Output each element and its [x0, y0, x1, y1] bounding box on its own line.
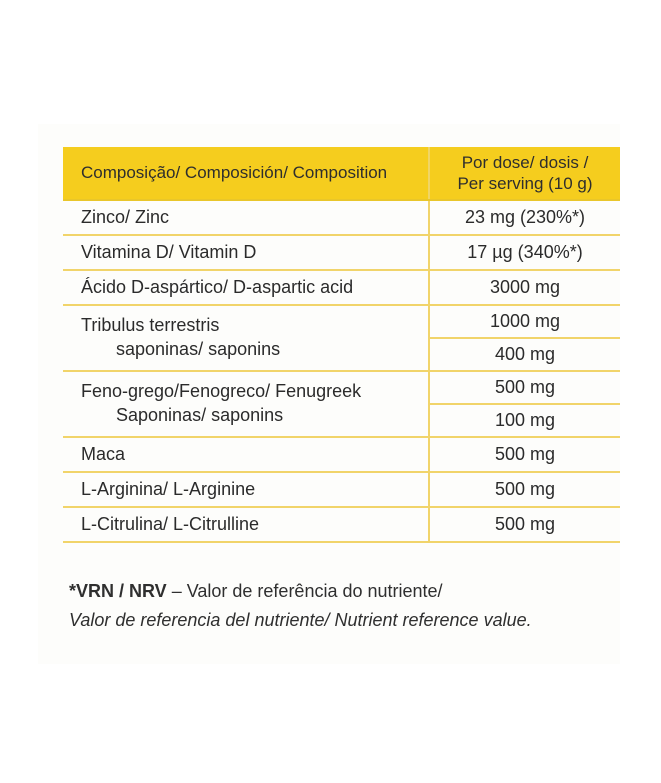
row-value: 1000 mg	[429, 305, 620, 338]
header-dose	[429, 147, 620, 200]
row-name: Maca	[63, 437, 429, 472]
table-header-row	[63, 147, 620, 200]
row-subvalue: 100 mg	[429, 404, 620, 437]
row-subname: Saponinas/ saponins	[116, 405, 284, 425]
row-name: Vitamina D/ Vitamin D	[63, 235, 429, 270]
nutrition-table	[63, 147, 620, 543]
table-row	[63, 305, 620, 338]
header-composition: Composição/ Composición/ Composition	[63, 147, 429, 200]
row-value: 500 mg	[429, 371, 620, 404]
table-row	[63, 437, 620, 472]
row-name: L-Arginina/ L-Arginine	[63, 472, 429, 507]
footnote	[69, 577, 532, 635]
table-row	[63, 371, 620, 404]
row-value: 23 mg (230%*)	[429, 200, 620, 235]
footnote-line2: Valor de referencia del nutriente/ Nutrient reference value.	[69, 610, 532, 630]
row-name: L-Citrulina/ L-Citrulline	[63, 507, 429, 542]
row-name: Feno-grego/Fenogreco/ Fenugreek	[81, 381, 362, 401]
header-dose-line1: Por dose/ dosis /	[461, 153, 589, 172]
row-name-group	[63, 371, 429, 437]
row-subvalue: 400 mg	[429, 338, 620, 371]
row-subname: saponinas/ saponins	[116, 339, 281, 359]
table-row	[63, 235, 620, 270]
row-value: 17 µg (340%*)	[429, 235, 620, 270]
row-name: Ácido D-aspártico/ D-aspartic acid	[63, 270, 429, 305]
table-row	[63, 472, 620, 507]
row-value: 500 mg	[429, 472, 620, 507]
footnote-text: – Valor de referência do nutriente/	[166, 581, 443, 601]
row-name: Tribulus terrestris	[81, 315, 220, 335]
row-value: 500 mg	[429, 437, 620, 472]
row-name: Zinco/ Zinc	[63, 200, 429, 235]
header-dose-line2: Per serving (10 g)	[457, 174, 593, 193]
table-row	[63, 270, 620, 305]
table-row	[63, 507, 620, 542]
row-value: 500 mg	[429, 507, 620, 542]
table-row	[63, 200, 620, 235]
footnote-abbrev: *VRN / NRV	[69, 581, 167, 601]
footnote-line1	[69, 577, 532, 606]
row-value: 3000 mg	[429, 270, 620, 305]
row-name-group	[63, 305, 429, 371]
